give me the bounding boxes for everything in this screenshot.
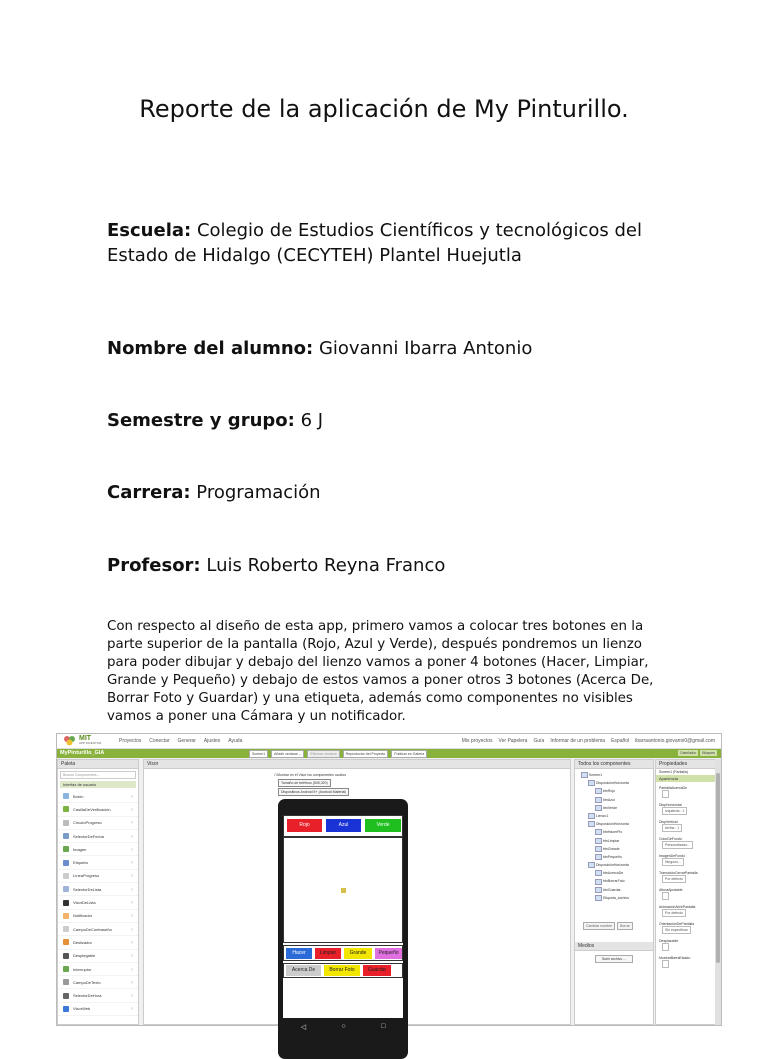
component-icon bbox=[595, 887, 602, 893]
canvas-lienzo[interactable] bbox=[283, 837, 403, 943]
component-tree-item[interactable] bbox=[581, 771, 653, 779]
components-header[interactable]: Todos los componentes bbox=[575, 760, 653, 769]
component-tree-item[interactable] bbox=[581, 877, 653, 885]
app-inventor-logo-icon bbox=[63, 735, 77, 746]
menu-item-settings[interactable]: Ajustes bbox=[203, 738, 221, 744]
palette-header: Paleta bbox=[58, 760, 138, 769]
menu-item-build[interactable]: Generar bbox=[177, 738, 196, 744]
home-icon: ○ bbox=[341, 1023, 346, 1030]
component-icon bbox=[63, 833, 69, 839]
viewer-panel bbox=[143, 759, 571, 1031]
project-name: MyPinturillo_GIA bbox=[60, 750, 105, 756]
property-value[interactable]: Izquierda : 1 bbox=[662, 807, 687, 815]
palette-item-label: Imagen bbox=[73, 846, 87, 852]
field-label: Carrera: bbox=[107, 482, 191, 503]
properties-section[interactable]: Apariencia bbox=[656, 775, 718, 782]
field-profesor bbox=[107, 553, 687, 578]
component-icon bbox=[63, 993, 69, 999]
property-item bbox=[656, 785, 718, 799]
logo-subtitle: APP INVENTOR bbox=[79, 741, 102, 745]
component-icon bbox=[63, 966, 69, 972]
palette-item-label: VisorWeb bbox=[73, 1006, 91, 1012]
component-tree-item[interactable] bbox=[581, 828, 653, 836]
property-value[interactable] bbox=[662, 960, 669, 968]
palette-item-label: CasillaDeVerificación bbox=[73, 806, 111, 812]
property-item bbox=[656, 921, 718, 935]
help-icon[interactable]: ? bbox=[130, 993, 133, 999]
palette-item[interactable] bbox=[58, 870, 138, 883]
component-icon bbox=[63, 793, 69, 799]
component-tree-label: btnLimpiar bbox=[603, 838, 620, 843]
palette-item[interactable] bbox=[58, 950, 138, 963]
blocks-button[interactable]: Bloques bbox=[702, 751, 715, 755]
help-icon[interactable]: ? bbox=[130, 860, 133, 866]
component-icon bbox=[63, 886, 69, 892]
project-toolbar bbox=[57, 749, 721, 758]
hidden-components-checkbox[interactable]: ☐Mostrar en el Visor los componentes ocultos bbox=[274, 773, 346, 777]
description-paragraph: Con respecto al diseño de esta app, primero vamos a colocar tres botones en la parte superior de la pantalla (Rojo, Azul y Verde), después pondremos un lienzo para poder dibujar y debajo del lienzo vamos a poner 4 botones (Hacer, Limpiar, Grande y Pequeño) y debajo de estos vamos a poner otros 3 botones (Acerca De, Borrar Foto y Guardar) y una etiqueta, además como componentes no visibles vamos a poner una Cámara y un notificador. bbox=[107, 619, 654, 724]
properties-panel bbox=[655, 759, 719, 1025]
back-icon: ◁ bbox=[300, 1023, 307, 1031]
palette-item[interactable] bbox=[58, 856, 138, 869]
component-tree-item[interactable] bbox=[581, 787, 653, 795]
trash-link[interactable]: Ver Papelera bbox=[498, 738, 528, 744]
help-icon[interactable]: ? bbox=[130, 939, 133, 945]
btn-hacer[interactable]: Hacer bbox=[286, 948, 312, 959]
btn-grande[interactable]: Grande bbox=[344, 948, 372, 959]
component-tree-label: DisposiciónHorizonta bbox=[596, 863, 629, 868]
palette-item-label: SelectorDeFecha bbox=[73, 833, 104, 839]
component-tree-label: btnAzul bbox=[603, 797, 615, 802]
palette-item[interactable] bbox=[58, 830, 138, 843]
help-icon[interactable]: ? bbox=[130, 793, 133, 799]
palette-item-label: Desplegable bbox=[73, 953, 96, 959]
btn-acerca-de[interactable]: Acerca De bbox=[286, 965, 321, 976]
component-tree-label: Etiqueta_archivo bbox=[603, 895, 630, 900]
component-tree-label: btnHacerPic bbox=[603, 830, 623, 835]
component-tree-label: btnRojo bbox=[603, 789, 616, 794]
component-tree-item[interactable] bbox=[581, 796, 653, 804]
help-icon[interactable]: ? bbox=[130, 886, 133, 892]
property-name: ImagenDeFondo bbox=[659, 854, 686, 858]
help-icon[interactable]: ? bbox=[130, 900, 133, 906]
palette-item-label: LíneaProgreso bbox=[73, 873, 100, 879]
field-value: Programación bbox=[196, 482, 321, 503]
component-icon bbox=[581, 772, 588, 778]
btn-azul[interactable]: Azul bbox=[326, 819, 361, 832]
field-label: Nombre del alumno: bbox=[107, 338, 314, 359]
component-tree-label: btnPequeño bbox=[603, 854, 622, 859]
property-value[interactable] bbox=[662, 943, 669, 951]
component-tree-label: Lienzo1 bbox=[596, 813, 609, 818]
component-icon bbox=[63, 860, 69, 866]
component-icon bbox=[595, 797, 602, 803]
palette-list bbox=[58, 790, 138, 1016]
canvas-image-icon bbox=[341, 888, 346, 893]
palette-item[interactable] bbox=[58, 989, 138, 1002]
help-icon[interactable]: ? bbox=[130, 979, 133, 985]
help-icon[interactable]: ? bbox=[130, 1006, 133, 1012]
palette-item[interactable] bbox=[58, 790, 138, 803]
component-icon bbox=[595, 805, 602, 811]
viewer-header: Visor bbox=[144, 760, 570, 769]
publish-gallery-button[interactable]: Publicar en Galería bbox=[391, 750, 427, 758]
help-icon[interactable]: ? bbox=[130, 926, 133, 932]
menu-item-connect[interactable]: Conectar bbox=[149, 738, 170, 744]
palette-item[interactable] bbox=[58, 803, 138, 816]
palette-item[interactable] bbox=[58, 963, 138, 976]
property-item bbox=[656, 853, 718, 867]
component-tree-item[interactable] bbox=[581, 804, 653, 812]
rename-button[interactable]: Cambiar nombre bbox=[583, 922, 615, 930]
property-value[interactable] bbox=[662, 790, 669, 798]
property-name: AlturaAjustable bbox=[659, 888, 683, 892]
help-icon[interactable]: ? bbox=[130, 846, 133, 852]
top-navigation-bar bbox=[57, 734, 721, 749]
upload-file-button[interactable]: Subir archivo ... bbox=[595, 955, 633, 963]
component-tree-label: btnAcercaDe bbox=[603, 871, 624, 876]
component-icon bbox=[595, 838, 602, 844]
delete-button[interactable]: Borrar bbox=[617, 922, 633, 930]
help-icon[interactable]: ? bbox=[130, 806, 133, 812]
property-item bbox=[656, 938, 718, 952]
scrollbar-thumb[interactable] bbox=[716, 773, 720, 963]
property-item bbox=[656, 887, 718, 901]
component-icon bbox=[595, 895, 602, 901]
component-tree-label: Screen1 bbox=[589, 773, 603, 777]
component-icon bbox=[595, 846, 602, 852]
property-name: TransiciónCerrarPantalla bbox=[659, 871, 698, 875]
phone-size-select[interactable]: Tamaño de teléfono (505,320) bbox=[278, 779, 331, 787]
palette-item-label: SelectorDeHora bbox=[73, 993, 102, 999]
component-tree-item[interactable] bbox=[581, 861, 653, 869]
component-tree-item[interactable] bbox=[581, 886, 653, 894]
page-scrollbar[interactable] bbox=[715, 759, 721, 1025]
component-icon bbox=[63, 846, 69, 852]
my-projects-link[interactable]: Mis proyectos bbox=[461, 738, 493, 744]
right-menu bbox=[462, 738, 715, 744]
screen-select[interactable]: Screen1 bbox=[249, 750, 268, 758]
help-icon[interactable]: ? bbox=[130, 820, 133, 826]
property-item bbox=[656, 836, 718, 850]
phone-preview bbox=[278, 799, 408, 1059]
component-tree-item[interactable] bbox=[581, 820, 653, 828]
property-value[interactable]: Personalizado... bbox=[662, 841, 693, 849]
btn-borrar-foto[interactable]: Borrar Foto bbox=[324, 965, 360, 976]
palette-item[interactable] bbox=[58, 976, 138, 989]
palette-item[interactable] bbox=[58, 910, 138, 923]
property-item bbox=[656, 955, 718, 969]
property-item bbox=[656, 802, 718, 816]
component-icon bbox=[63, 913, 69, 919]
property-value[interactable]: Por defecto bbox=[662, 875, 686, 883]
field-alumno bbox=[107, 336, 687, 361]
component-icon bbox=[588, 813, 595, 819]
property-name: Desplazable bbox=[659, 939, 679, 943]
palette-item[interactable] bbox=[58, 883, 138, 896]
field-label: Semestre y grupo: bbox=[107, 410, 295, 431]
properties-target: Screen1 (Pantalla) bbox=[659, 770, 688, 774]
phone-screen bbox=[283, 815, 403, 1035]
menu-item-help[interactable]: Ayuda bbox=[228, 738, 243, 744]
field-label: Escuela: bbox=[107, 220, 192, 241]
property-value[interactable]: Sin especificar bbox=[662, 926, 691, 934]
property-item bbox=[656, 819, 718, 833]
property-name: ColorDeFondo bbox=[659, 837, 682, 841]
palette-item-label: Deslizador bbox=[73, 939, 92, 945]
palette-item-label: CampoDeContraseña bbox=[73, 926, 112, 932]
recents-icon: □ bbox=[381, 1023, 386, 1030]
component-tree-item[interactable] bbox=[581, 853, 653, 861]
palette-item-label: SelectorDeLista bbox=[73, 886, 102, 892]
account-menu[interactable]: ibarraantonio.giovanni0@gmail.com bbox=[635, 738, 715, 744]
properties-list bbox=[656, 785, 718, 969]
component-icon bbox=[588, 780, 595, 786]
btn-guardar[interactable]: Guardar bbox=[363, 965, 391, 976]
btn-limpiar[interactable]: Limpiar bbox=[315, 948, 341, 959]
add-screen-button[interactable]: Añadir ventana ... bbox=[271, 750, 304, 758]
palette-item[interactable] bbox=[58, 936, 138, 949]
theme-select[interactable]: Dispositivos Android 5+ (Android Material) bbox=[278, 788, 349, 796]
middle-button-row bbox=[283, 945, 403, 961]
property-name: DispVertical bbox=[659, 820, 678, 824]
property-name: AnimaciónAbrirPantalla bbox=[659, 905, 696, 909]
guide-link[interactable]: Guía bbox=[533, 738, 545, 744]
property-value[interactable]: Por defecto bbox=[662, 909, 686, 917]
component-icon bbox=[595, 788, 602, 794]
component-icon bbox=[63, 939, 69, 945]
component-icon bbox=[63, 873, 69, 879]
component-tree-item[interactable] bbox=[581, 779, 653, 787]
menu-item-projects[interactable]: Proyectos bbox=[119, 738, 142, 744]
field-carrera bbox=[107, 480, 687, 505]
component-icon bbox=[63, 979, 69, 985]
property-value[interactable]: Ninguno... bbox=[662, 858, 684, 866]
android-nav-bar bbox=[283, 1018, 403, 1035]
logo-name: MIT bbox=[79, 735, 92, 742]
component-icon bbox=[588, 862, 595, 868]
palette-item-label: Interruptor bbox=[73, 966, 92, 972]
component-icon bbox=[595, 879, 602, 885]
component-icon bbox=[595, 854, 602, 860]
app-inventor-screenshot bbox=[56, 733, 722, 1031]
btn-pequeno[interactable]: Pequeño bbox=[375, 948, 402, 959]
component-icon bbox=[63, 900, 69, 906]
field-label: Profesor: bbox=[107, 555, 201, 576]
project-properties-button[interactable]: Reproductor del Proyecto bbox=[343, 750, 389, 758]
palette-item[interactable] bbox=[58, 1003, 138, 1016]
palette-category[interactable]: Interfaz de usuario bbox=[60, 781, 136, 788]
palette-item-label: Etiqueta bbox=[73, 860, 88, 866]
field-value: Luis Roberto Reyna Franco bbox=[206, 555, 446, 576]
component-tree-item[interactable] bbox=[581, 837, 653, 845]
field-value: Giovanni Ibarra Antonio bbox=[318, 338, 533, 359]
language-select[interactable]: Español bbox=[611, 738, 630, 744]
palette-item-label: Notificador bbox=[73, 913, 93, 919]
component-tree-label: btnGuardar bbox=[603, 887, 621, 892]
components-panel bbox=[574, 759, 654, 1025]
palette-item[interactable] bbox=[58, 843, 138, 856]
help-icon[interactable]: ? bbox=[130, 913, 133, 919]
component-tree-label: btnVerde bbox=[603, 805, 618, 810]
palette-item[interactable] bbox=[58, 817, 138, 830]
component-icon bbox=[595, 829, 602, 835]
palette-item[interactable] bbox=[58, 896, 138, 909]
palette-item-label: VisorDeLista bbox=[73, 900, 96, 906]
property-name: MostrarBarraEstado bbox=[659, 956, 691, 960]
component-icon bbox=[63, 926, 69, 932]
component-tree-label: btnBorrarFoto bbox=[603, 879, 625, 884]
hidden-components-label: Mostrar en el Visor los componentes ocultos bbox=[277, 773, 346, 777]
field-semestre bbox=[107, 408, 687, 433]
component-icon bbox=[63, 820, 69, 826]
component-icon bbox=[595, 870, 602, 876]
component-tree-item[interactable] bbox=[581, 845, 653, 853]
btn-rojo[interactable]: Rojo bbox=[287, 819, 322, 832]
media-header: Medios bbox=[575, 942, 653, 951]
designer-button[interactable]: Diseñador bbox=[680, 751, 697, 755]
component-tree-item[interactable] bbox=[581, 894, 653, 902]
property-value[interactable] bbox=[662, 892, 669, 900]
property-item bbox=[656, 904, 718, 918]
field-value: 6 J bbox=[300, 410, 324, 431]
property-name: OrientaciónDePantalla bbox=[659, 922, 695, 926]
palette-item-label: CampoDeTexto bbox=[73, 979, 101, 985]
component-tree-label: btnGrande bbox=[603, 846, 620, 851]
property-value[interactable]: Arriba : 1 bbox=[662, 824, 682, 832]
top-button-row bbox=[283, 815, 403, 837]
main-menu bbox=[119, 738, 242, 744]
palette-item[interactable] bbox=[58, 923, 138, 936]
properties-header: Propiedades bbox=[656, 760, 718, 769]
component-icon bbox=[63, 806, 69, 812]
component-tree-label: DisposiciónHorizonta bbox=[596, 781, 629, 786]
remove-screen-button[interactable]: Eliminar ventana bbox=[307, 750, 339, 758]
field-value: Colegio de Estudios Científicos y tecnológicos del Estado de Hidalgo (CECYTEH) Plantel Huejutla bbox=[107, 220, 642, 266]
btn-verde[interactable]: Verde bbox=[365, 819, 401, 832]
help-icon[interactable]: ? bbox=[130, 953, 133, 959]
property-item bbox=[656, 870, 718, 884]
report-problem-link[interactable]: Informar de un problema bbox=[550, 738, 606, 744]
field-escuela bbox=[107, 218, 687, 268]
palette-item-label: CirculoProgreso bbox=[73, 820, 102, 826]
components-tree bbox=[575, 769, 653, 902]
help-icon[interactable]: ? bbox=[130, 833, 133, 839]
property-name: PantallaAcercaDe bbox=[659, 786, 688, 790]
property-name: DispHorizontal bbox=[659, 803, 682, 807]
help-icon[interactable]: ? bbox=[130, 873, 133, 879]
component-tree-label: DisposiciónHorizonta bbox=[596, 822, 629, 827]
component-icon bbox=[588, 821, 595, 827]
palette-panel bbox=[57, 759, 139, 1025]
component-icon bbox=[63, 953, 69, 959]
component-icon bbox=[63, 1006, 69, 1012]
palette-item-label: Botón bbox=[73, 793, 84, 799]
help-icon[interactable]: ? bbox=[130, 966, 133, 972]
palette-search-input[interactable]: Buscar Componentes... bbox=[60, 771, 136, 779]
document-title: Reporte de la aplicación de My Pinturillo. bbox=[139, 95, 629, 123]
media-section bbox=[575, 942, 653, 967]
component-tree-item[interactable] bbox=[581, 869, 653, 877]
bottom-button-row bbox=[283, 963, 403, 978]
component-tree-item[interactable] bbox=[581, 812, 653, 820]
